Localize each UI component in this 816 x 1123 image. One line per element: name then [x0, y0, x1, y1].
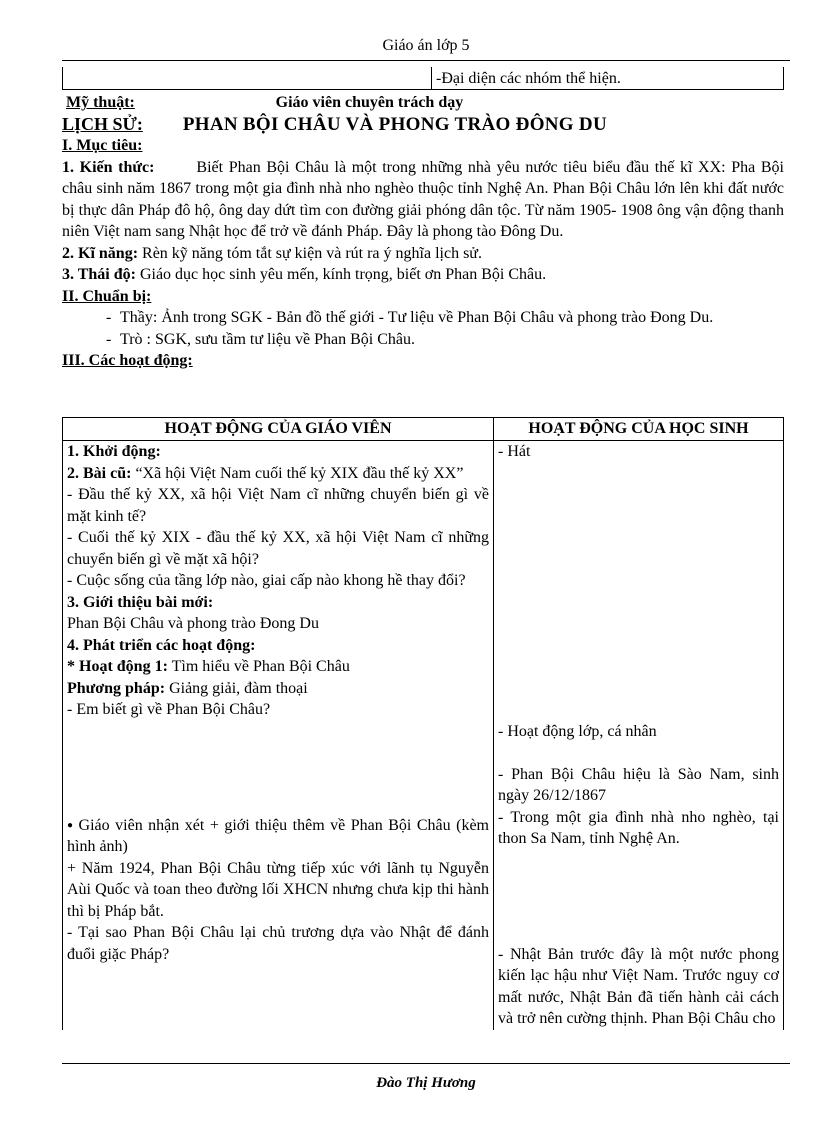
student-activities-cell: [494, 441, 784, 1030]
question-japan: - Tại sao Phan Bội Châu lại chủ trương dựa vào Nhật để đánh đuổi giặc Pháp?: [67, 924, 489, 963]
objectives-heading: I. Mục tiêu:: [62, 137, 143, 154]
teacher-note-1: [67, 815, 489, 858]
skill-label: 2. Kĩ năng:: [62, 244, 139, 262]
attitude-label: 3. Thái độ:: [62, 266, 136, 283]
previous-row-cell: -Đại diện các nhóm thể hiện.: [431, 67, 621, 89]
teacher-activities: [67, 441, 489, 1030]
activity1-paragraph: [67, 656, 489, 678]
question-about-pbc: - Em biết gì về Phan Bội Châu?: [67, 701, 271, 718]
review-text: “Xã hội Việt Nam cuối thế kỷ XIX đầu thế kỷ XX”: [135, 464, 464, 482]
student-activities: [498, 441, 779, 1030]
activity1-text: Tìm hiểu về Phan Bội Châu: [171, 658, 350, 675]
prep-item-student: - Trò : SGK, sưu tầm tư liệu về Phan Bội Châu.: [62, 329, 784, 351]
previous-table-row: [62, 67, 784, 90]
lesson-content: [62, 92, 784, 372]
question-economy: - Đầu thế kỷ XX, xã hội Việt Nam cĩ những chuyển biến gì về mặt kinh tế?: [67, 486, 489, 525]
method-text: Giảng giải, đàm thoại: [169, 679, 308, 697]
activities-heading: III. Các hoạt động:: [62, 352, 193, 369]
activity1-label: * Hoạt động 1:: [67, 658, 168, 675]
page-header-title: Giáo án lớp 5: [382, 37, 470, 54]
student-column-header: HOẠT ĐỘNG CỦA HỌC SINH: [494, 418, 784, 441]
art-subject-line: [62, 92, 784, 114]
skill-text: Rèn kỹ năng tóm tắt sự kiện và rút ra ý nghĩa lịch sử.: [142, 244, 482, 262]
footer-author: Đào Thị Hương: [376, 1075, 476, 1091]
bullet-dot-icon: [67, 817, 79, 834]
intro-text: Phan Bội Châu và phong trào Đong Du: [67, 615, 319, 632]
skill-paragraph: [62, 243, 784, 265]
knowledge-paragraph: [62, 157, 784, 243]
header-rule: [62, 60, 790, 61]
student-class-activity: - Hoạt động lớp, cá nhân: [498, 722, 657, 740]
prep-list: [62, 307, 784, 350]
lesson-label: LỊCH SỬ:: [62, 113, 143, 134]
prep-item-teacher: - Thầy: Ảnh trong SGK - Bản đồ thế giới - Tư liệu về Phan Bội Châu và phong trào Đong Du.: [62, 307, 784, 329]
attitude-paragraph: [62, 264, 784, 286]
teacher-column-header: HOẠT ĐỘNG CỦA GIÁO VIÊN: [63, 418, 494, 441]
activities-header-row: [63, 418, 784, 441]
develop-label: 4. Phát triển các hoạt động:: [67, 636, 256, 654]
prep-heading: II. Chuẩn bị:: [62, 287, 152, 305]
review-paragraph: [67, 463, 489, 485]
knowledge-text: Biết Phan Bội Châu là một trong những nhà yêu nước tiêu biểu đầu thế kĩ XX: Pha Bội châu sinh năm 1867 trong một gia đình nhà nho nghèo thuộc tỉnh Nghệ An. Phan Bội Châu lớn lên khi đất nước bị thực dân Pháp đô hộ, ông day dứt tìm con đường giải phóng dân tộc. Từ năm 1905- 1908 ông vận động thanh niên Việt nam sang Nhật học để trở về đánh Pháp. Đây là phong tào Đông Du.: [62, 158, 784, 240]
student-answer-3: - Nhật Bản trước đây là một nước phong kiến lạc hậu như Việt Nam. Trước nguy cơ mất nước, Nhật Bản đã tiến hành cải cách và trở nên cường thịnh. Phan Bội Châu cho: [498, 945, 779, 1027]
teacher-activities-cell: [63, 441, 494, 1030]
knowledge-label: 1. Kiến thức:: [62, 158, 155, 176]
start-label: 1. Khởi động:: [67, 443, 161, 460]
review-label: 2. Bài cũ:: [67, 464, 132, 482]
footer-rule: [62, 1063, 790, 1064]
art-label: Mỹ thuật:: [66, 94, 135, 111]
teacher-note-1-text: Giáo viên nhận xét + giới thiệu thêm về Phan Bội Châu (kèm hình ảnh): [67, 816, 489, 855]
activities-table: [62, 417, 784, 1030]
teacher-note-2: + Năm 1924, Phan Bội Châu từng tiếp xúc với lãnh tụ Nguyễn Aùi Quốc và toan theo đường lối XHCN nhưng chưa kịp thi hành thì bị Pháp bắt.: [67, 859, 489, 920]
method-paragraph: [67, 678, 489, 700]
student-sing: - Hát: [498, 443, 531, 460]
lesson-title-line: [62, 114, 784, 136]
intro-label: 3. Giới thiệu bài mới:: [67, 593, 214, 611]
lesson-title: PHAN BỘI CHÂU VÀ PHONG TRÀO ĐÔNG DU: [182, 113, 607, 135]
question-classes: - Cuộc sống của tầng lớp nào, giai cấp nào khong hề thay đổi?: [67, 572, 466, 589]
student-answer-1: - Phan Bội Châu hiệu là Sào Nam, sinh ngày 26/12/1867: [498, 765, 779, 804]
art-text: Giáo viên chuyên trách dạy: [275, 94, 464, 111]
student-answer-2: - Trong một gia đình nhà nho nghèo, tại thon Sa Nam, tỉnh Nghệ An.: [498, 808, 779, 847]
method-label: Phương pháp:: [67, 679, 166, 697]
attitude-text: Giáo dục học sinh yêu mến, kính trọng, biết ơn Phan Bội Châu.: [139, 266, 547, 283]
activities-body-row: [63, 441, 784, 1030]
question-society: - Cuối thế kỷ XIX - đầu thế kỷ XX, xã hội Việt Nam cĩ những chuyển biến gì về mặt xã hội?: [67, 529, 489, 568]
